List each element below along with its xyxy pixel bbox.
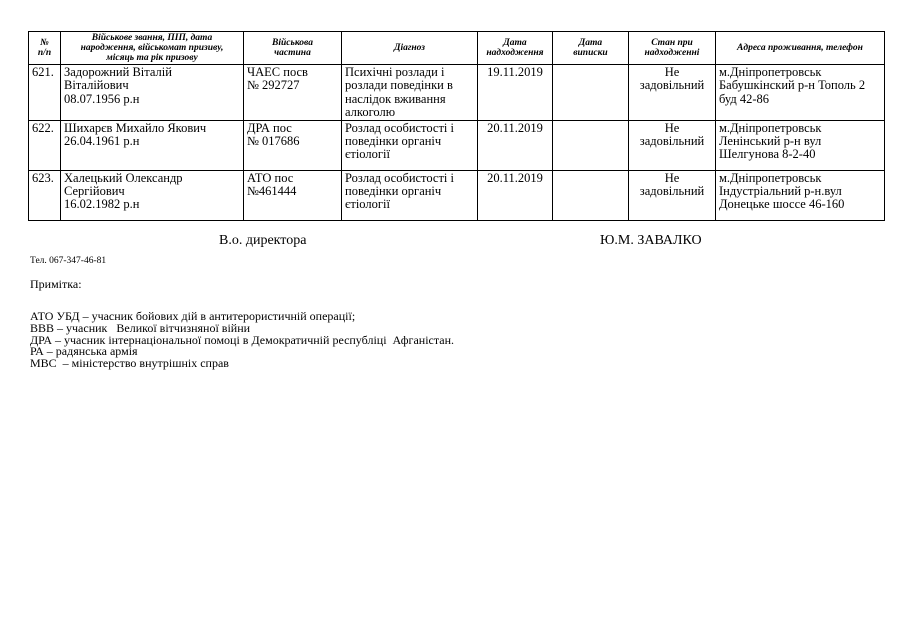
table-row <box>29 120 885 170</box>
signatory-title: В.о. директора <box>219 233 307 248</box>
header-address: Адреса проживання, телефон <box>716 32 885 65</box>
row-unit: ДРА пос № 017686 <box>244 120 342 170</box>
header-person: Військове звання, ПІП, дата народження, військомат призиву, місяць та рік призову <box>61 32 244 65</box>
row-unit: АТО пос №461444 <box>244 170 342 220</box>
notes-title: Примітка: <box>30 277 82 291</box>
row-number: 622. <box>29 120 61 170</box>
row-state: Не задовільний <box>629 120 716 170</box>
row-discharged-date <box>553 170 629 220</box>
row-diagnosis: Психічні розлади і розлади поведінки в наслідок вживання алкоголю <box>342 65 478 121</box>
header-state: Стан при надходженні <box>629 32 716 65</box>
row-number: 623. <box>29 170 61 220</box>
note-item: МВС – міністерство внутрішніх справ <box>30 356 229 371</box>
note-item: ДРА – учасник інтернаціональної помоці в Демократичній республіці Афганістан. <box>30 332 454 347</box>
row-admitted-date: 19.11.2019 <box>478 65 553 121</box>
table-header-row <box>29 32 885 65</box>
signatory-name: Ю.М. ЗАВАЛКО <box>600 233 702 248</box>
patients-table <box>28 31 885 221</box>
row-unit: ЧАЕС посв № 292727 <box>244 65 342 121</box>
table-row <box>29 65 885 121</box>
note-item: ВВВ – учасник Великої вітчизняної війни <box>30 320 251 335</box>
row-admitted-date: 20.11.2019 <box>478 170 553 220</box>
row-discharged-date <box>553 65 629 121</box>
notes-list <box>30 311 454 370</box>
row-discharged-date <box>553 120 629 170</box>
phone-number: Тел. 067-347-46-81 <box>30 256 107 266</box>
row-diagnosis: Розлад особистості і поведінки органіч єтіології <box>342 170 478 220</box>
row-address: м.Дніпропетровськ Індустріальний р-н.вул Донецьке шоссе 46-160 <box>716 170 885 220</box>
row-address: м.Дніпропетровськ Бабушкінский р-н Тополь 2 буд 42-86 <box>716 65 885 121</box>
note-item: АТО УБД – учасник бойових дій в антитерористичній операції; <box>30 309 356 323</box>
header-unit: Військова частина <box>244 32 342 65</box>
table-row <box>29 170 885 220</box>
row-person: Задорожний Віталій Віталійович 08.07.1956 р.н <box>61 65 244 121</box>
row-state: Не задовільний <box>629 65 716 121</box>
row-number: 621. <box>29 65 61 121</box>
row-state: Не задовільний <box>629 170 716 220</box>
row-admitted-date: 20.11.2019 <box>478 120 553 170</box>
header-admitted: Дата надходження <box>478 32 553 65</box>
row-person: Халецький Олександр Сергійович 16.02.1982 р.н <box>61 170 244 220</box>
header-num: № п/п <box>29 32 61 65</box>
row-diagnosis: Розлад особистості і поведінки органіч єтіології <box>342 120 478 170</box>
header-diagnosis: Діагноз <box>342 32 478 65</box>
row-address: м.Дніпропетровськ Ленінський р-н вул Шелгунова 8-2-40 <box>716 120 885 170</box>
note-item: РА – радянська армія <box>30 344 138 359</box>
header-discharged: Дата виписки <box>553 32 629 65</box>
row-person: Шихарєв Михайло Якович 26.04.1961 р.н <box>61 120 244 170</box>
